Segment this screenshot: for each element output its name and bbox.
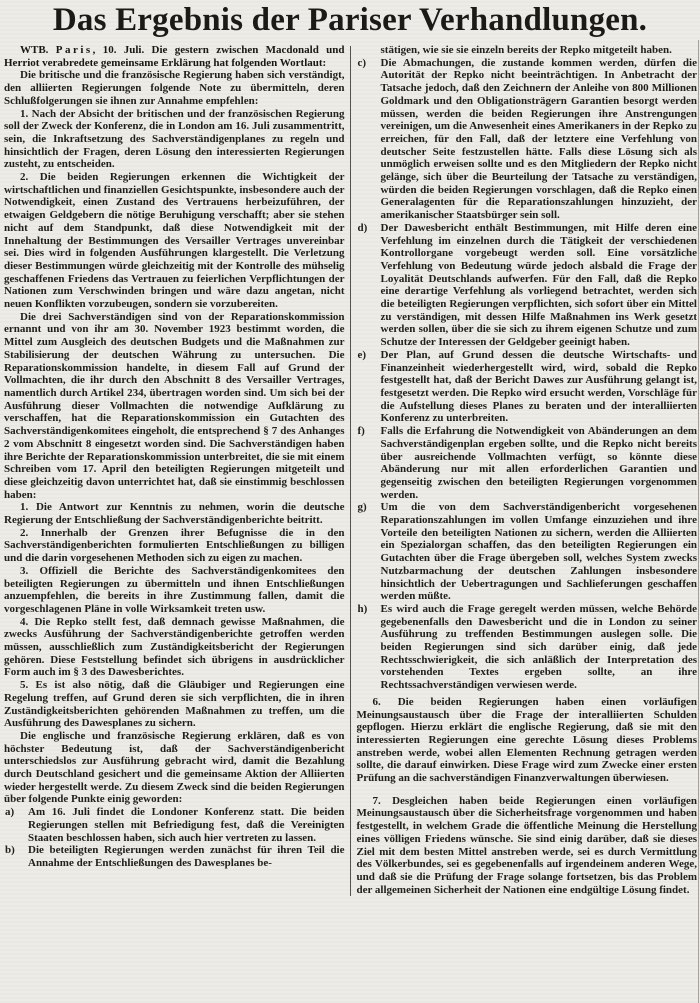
paragraph [357,222,698,349]
list-marker: h) [357,602,368,615]
paragraph [357,425,698,501]
scan-edge-line [698,40,699,1003]
paragraph [357,349,698,425]
paragraph-text: 7. Desgleichen haben beide Regierungen einen vorläufigen Meinungsaustausch über die Sicherheitsfrage vorgenommen und haben festgestellt, in welchem Grade die öffentliche Meinung die Herstellung eines völligen Friedens wünsche. Sie sind einig darüber, daß sie dieses Ziel mit dem besten Mittel anstreben werde, sei es durch Vermittlung des Völkerbundes, sei es gegebenenfalls auf irgendeinem anderen Wege, und daß sie die Prüfung der Frage solange fortsetzen, bis das Problem der allgemeinen Sicherheit der Nationen eine endgültige Lösung findet. [356,794,697,896]
paragraph [4,501,345,526]
paragraph-text: Falls die Erfahrung die Notwendigkeit von Abänderungen an dem Sachverständigenplan ergeben sollte, und die Repko nicht bereits über ausreichende Vollmachten verfügt, so könnte diese Abänderung nur mit allen erforderlichen Garantien und gegenseitig zwischen den beteiligten Regierungen vorgenommen werden. [380,425,697,501]
paragraph-text: Die drei Sachverständigen sind von der Reparationskommission ernannt und von ihr am 30. November 1923 bestimmt worden, die Mittel zum Ausgleich des deutschen Budgets und die Maßnahmen zur Stabilisierung der deutschen Währung zu untersuchen. Die Reparationskommission handelte, in diesem Fall auf Grund der Vollmachten, die ihr durch den Abschnitt 8 des Versailler Vertrages, namentlich durch Artikel 234, übertragen worden sind. Um sich bei der Ausführung dieser Vollmachten die notwendige Aufklärung zu verschaffen, hat die Reparationskommission ein Gutachten des Sachverständigenkomitees eingeholt, die entsprechend § 7 des Anhanges 2 vom Abschnitt 8 eingesetzt worden sind. Die Sachverständigen haben ihre Berichte der Reparationskommission unterbreitet, die sie mit einem Schreiben vom 17. April den beteiligten Regierungen mitgeteilt und diese gleichzeitig davon unterrichtet hat, daß sie einstimmig beschlossen haben: [4,310,345,501]
paragraph-text: Die beteiligten Regierungen werden zunächst für ihren Teil die Annahme der Entschließungen des Dawesplanes be- [28,844,345,869]
article-body [0,42,700,896]
article-headline: Das Ergebnis der Pariser Verhandlungen. [52,2,648,38]
list-marker: g) [357,501,367,514]
column-left [4,44,350,896]
list-marker: e) [357,348,367,361]
paragraph [4,44,345,69]
paragraph [4,171,345,311]
paragraph-text: Die englische und französische Regierung erklären, daß es von höchster Bedeutung ist, daß der Sachverständigenbericht unterschiedslos zur Ausführung gebracht wird, damit die Bezahlung durch Deutschland gesichert und die gemeinsame Aktion der Alliierten wieder hergestellt werde. Zu diesem Zweck sind die beiden Regierungen über folgende Punkte einig geworden: [4,729,345,806]
list-marker: c) [357,56,367,69]
column-right [351,44,698,896]
dateline-city: Paris [55,44,93,56]
paragraph-text: 1. Nach der Absicht der britischen und der französischen Regierung soll der Zweck der Konferenz, die in London am 16. Juli zusammentritt, sein, die Inkraftsetzung des Sachverständigenplanes zu regeln und hinsichtlich der Fragen, deren Lösung den interessierten Regierungen zusteht, zu entscheiden. [4,107,345,171]
paragraph-text: Es wird auch die Frage geregelt werden müssen, welche Behörde gegebenenfalls den Dawesbericht und die in London zu seiner Ausführung zu treffenden Bestimmungen auslegen solle. Die beiden Regierungen sind sich darüber einig, daß jede Rechtsschwierigkeit, die sich anläßlich der Interpretation des vorstehenden Textes ergeben sollte, an ihre Rechtssachverständigen verwiesen werde. [380,602,697,692]
list-marker: d) [357,221,368,234]
paragraph-text: Um die von dem Sachverständigenbericht vorgesehenen Reparationszahlungen im vollen Umfange einzuziehen und ihre Vorteile den beteiligten Nationen zu sichern, werden die Alliierten ein Spezialorgan schaffen, das den beteiligten Regierungen ein Gutachten über die Frage übergeben soll, welches System zwecks Nutzbarmachung der deutschen Zahlungen insbesondere hinsichtlich der Uebertragungen und Sachlieferungen geschaffen werden müßte. [380,501,697,603]
paragraph [4,844,345,869]
paragraph [4,527,345,565]
list-marker: b) [5,844,15,857]
paragraph [4,806,345,844]
paragraph-text: 1. Die Antwort zur Kenntnis zu nehmen, worin die deutsche Regierung der Entschließung der Sachverständigenberichte beitritt. [4,501,345,527]
paragraph-text: 5. Es ist also nötig, daß die Gläubiger und Regierungen eine Regelung treffen, auf Grund deren sie sich verpflichten, die in ihren Zuständigkeitsberichten gehörenden Maßnahmen zu treffen, um die Ausführung des Dawesplanes zu sichern. [4,679,345,730]
paragraph-text: 2. Die beiden Regierungen erkennen die Wichtigkeit der wirtschaftlichen und finanziellen Gesichtspunkte, insbesondere auch der Notwendigkeit, einen Zustand des Vertrauens herbeizuführen, der etwaigen Geldgebern die nötige Beruhigung verschafft; aber sie stehen nicht auf dem Standpunkt, daß diese Notwendigkeit mit der Innehaltung der Bestimmungen des Versailler Vertrages unvereinbar sei. Dies wird in folgenden Ausführungen klargestellt. Die Verletzung dieser Bestimmungen würde gleichzeitig mit der Kontrolle des mühselig geschaffenen Friedens das Vertrauen zu feierlichen Verpflichtungen der Nationen zum Verschwinden bringen und wäre dazu angetan, nicht neuen Konflikten vorzubeugen, sondern sie vorzubereiten. [4,171,345,311]
paragraph [4,311,345,502]
paragraph [357,795,698,897]
list-marker: a) [5,806,15,819]
paragraph [4,730,345,806]
paragraph [357,501,698,603]
paragraph-text: Am 16. Juli findet die Londoner Konferenz statt. Die beiden Regierungen stellen mit Befriedigung fest, daß die Vereinigten Staaten beschlossen haben, sich auch hier vertreten zu lassen. [28,806,345,844]
paragraph [357,603,698,692]
paragraph-text: stätigen, wie sie sie einzeln bereits der Repko mitgeteilt haben. [380,44,672,56]
paragraph-text: 3. Offiziell die Berichte des Sachverständigenkomitees den beteiligten Regierungen zu übermitteln und ihnen Entschließungen anzuempfehlen, die bereits in ihre Zustimmung fallen, damit die vorgeschlagenen Pläne in volle Wirksamkeit treten usw. [4,564,345,615]
paragraph [4,616,345,680]
paragraph-text: Die Abmachungen, die zustande kommen werden, dürfen die Autorität der Repko nicht beeinträchtigen. In Anbetracht der Tatsache jedoch, daß den Zeichnern der Anleihe von 800 Millionen Goldmark und den Obligationsträgern Garantien besorgt werden müssen, werden die beiden Regierungen ihre Anstrengungen vereinigen, um die Anwesenheit eines Amerikaners in der Repko zu erreichen, für den Fall, daß der letztere eine Verfehlung von deutscher Seite festzustellen hätte. Falls diese Lösung sich als unmöglich erweisen sollte und es den Mitgliedern der Repko nicht gelänge, sich über die Beurteilung der Tatsache zu verständigen, würden die beiden Regierungen vorschlagen, daß die Repko einen Generalagenten für die Reparationszahlungen hinzuzieht, der amerikanischer Staatsbürger sein soll. [380,56,697,222]
paragraph [4,69,345,107]
paragraph [4,565,345,616]
paragraph [4,679,345,730]
paragraph-text: 2. Innerhalb der Grenzen ihrer Befugnisse die in den Sachverständigenberichten formulierten Entschließungen zu billigen und die darin vorgesehenen Methoden sich zu eigen zu machen. [4,526,345,565]
paragraph-text: Der Dawesbericht enthält Bestimmungen, mit Hilfe deren eine Verfehlung im einzelnen durch die Tätigkeit der verschiedenen Kontrollorgane vorgebeugt werden soll. Eine vorsätzliche Verfehlung von Bedeutung würde jedoch alsbald die Frage der Loyalität Deutschlands aufwerfen. Für den Fall, daß die Repko eine derartige Verfehlung als vorliegend betrachtet, werden sich die beteiligten Regierungen verpflichten, sich sofort über ein Mittel zu verständigen, mit dessen Hilfe Maßnahmen ins Werk gesetzt werden sollen, über die sie sich zu ihrem eigenen Schutze und zum Schutze der Interessen der Geldgeber geeinigt haben. [380,221,697,349]
list-marker: f) [357,425,365,438]
paragraph [4,108,345,172]
paragraph-text: Der Plan, auf Grund dessen die deutsche Wirtschafts- und Finanzeinheit wiederhergestellt wird, wird, sobald die Repko festgestellt hat, daß der Bericht Dawes zur Ausführung gelangt ist, festgesetzt werden. Die Repko wird ersucht werden, Vorschläge für die Aufstellung dieses Planes zu beraten und der interalliierten Konferenz zu unterbreiten. [380,348,697,425]
paragraph-text: Die britische und die französische Regierung haben sich verständigt, den alliierten Regierungen folgende Note zu übermitteln, deren Schlußfolgerungen sie ihnen zur Annahme empfehlen: [4,69,345,107]
paragraph [357,44,698,57]
paragraph [357,696,698,785]
paragraph [357,57,698,222]
paragraph-text: 6. Die beiden Regierungen haben einen vorläufigen Meinungsaustausch über die Frage der interalliierten Schulden gepflogen. Hierzu erklärt die englische Regierung, daß sie mit den interessierten Regierungen eine gerechte Lösung dieses Problems anstreben werde, wobei allen Elementen Rechnung getragen werden sollte, die darauf einwirken. Diese Frage wird zum Zwecke einer ersten Prüfung an die sachverständigen Finanzverwaltungen überwiesen. [356,695,697,785]
paragraph-text: 4. Die Repko stellt fest, daß demnach gewisse Maßnahmen, die zwecks Ausführung der Sachverständigenberichte getroffen werden müssen, ausschließlich zum Zuständigkeitsbericht der Regierungen gehören. Diese Feststellung befindet sich übrigens in ausdrücklicher Form auch im § 3 des Dawesberichtes. [4,615,345,679]
paragraph-text: WTB. Paris, 10. Juli. Die gestern zwischen Macdonald und Herriot verabredete gemeinsame Erklärung hat folgenden Wortlaut: [4,44,345,69]
